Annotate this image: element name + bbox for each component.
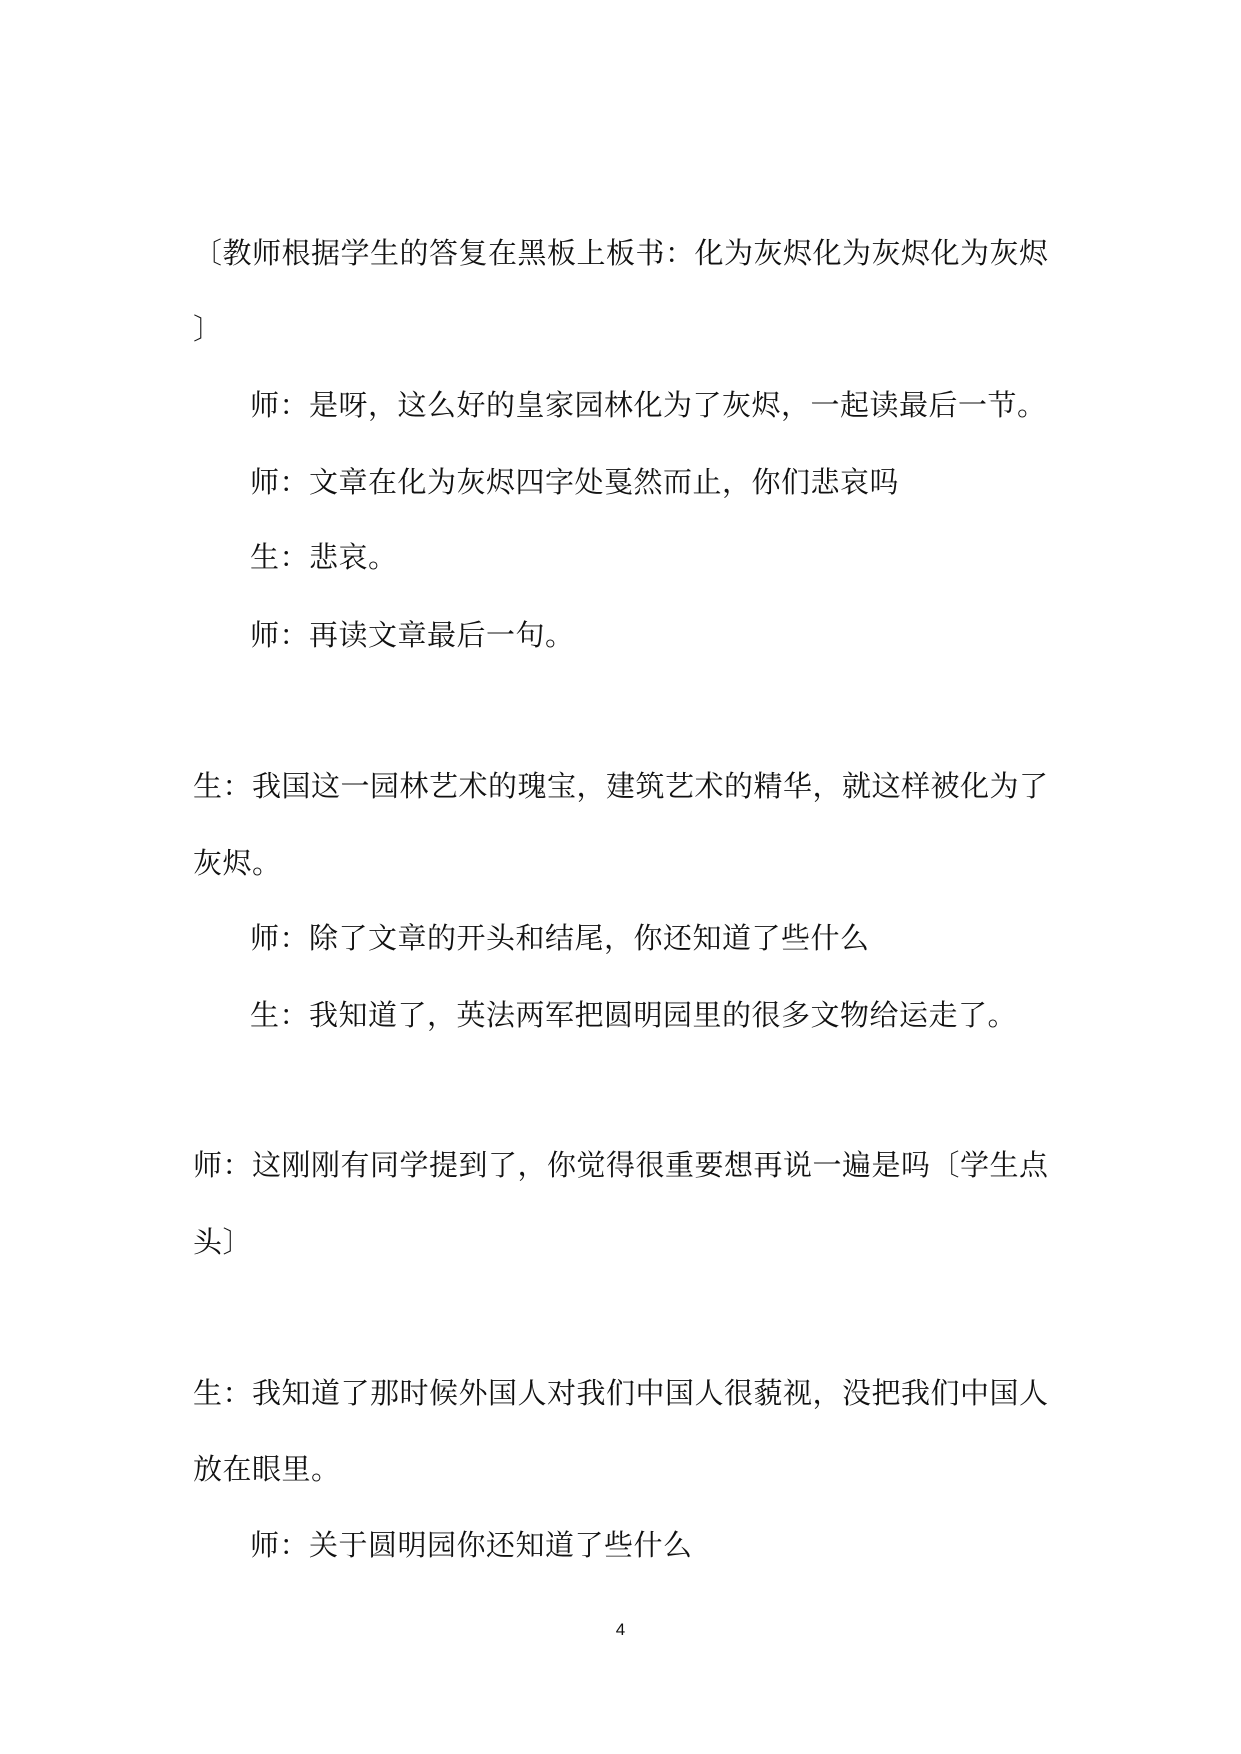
dialogue-line: 生：悲哀。 [250,540,398,574]
paragraph-line: 师：这刚刚有同学提到了，你觉得很重要想再说一遍是吗〔学生点 [193,1148,1049,1182]
dialogue-line: 师：关于圆明园你还知道了些什么 [250,1528,693,1562]
paragraph-line: 放在眼里。 [193,1452,341,1486]
page-number: 4 [615,1620,626,1639]
dialogue-line: 师：是呀，这么好的皇家园林化为了灰烬，一起读最后一节。 [250,388,1047,422]
dialogue-line: 师：除了文章的开头和结尾，你还知道了些什么 [250,921,870,955]
paragraph-line: 生：我国这一园林艺术的瑰宝，建筑艺术的精华，就这样被化为了 [193,769,1049,803]
paragraph-line: 〔教师根据学生的答复在黑板上板书：化为灰烬化为灰烬化为灰烬 [193,236,1049,270]
dialogue-line: 师：文章在化为灰烬四字处戛然而止，你们悲哀吗 [250,465,900,499]
dialogue-line: 生：我知道了，英法两军把圆明园里的很多文物给运走了。 [250,998,1018,1032]
paragraph-line: 灰烬。 [193,846,282,880]
dialogue-line: 师：再读文章最后一句。 [250,618,575,652]
paragraph-line: 生：我知道了那时候外国人对我们中国人很藐视，没把我们中国人 [193,1376,1049,1410]
paragraph-line: 头〕 [193,1225,253,1259]
paragraph-line: 〕 [193,312,223,346]
